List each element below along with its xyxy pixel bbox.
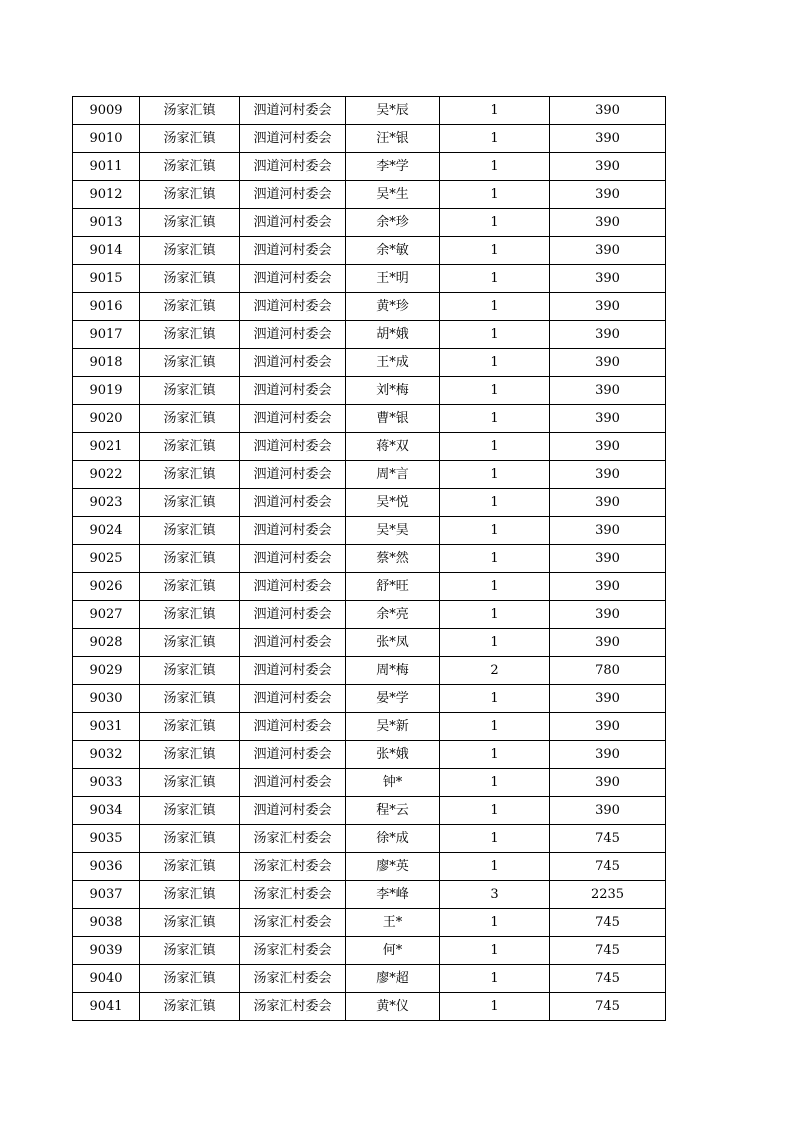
cell-amount: 390 <box>550 685 666 713</box>
cell-town: 汤家汇镇 <box>140 405 240 433</box>
cell-town: 汤家汇镇 <box>140 349 240 377</box>
cell-id: 9038 <box>73 909 140 937</box>
cell-amount: 390 <box>550 489 666 517</box>
cell-id: 9018 <box>73 349 140 377</box>
cell-count: 1 <box>440 545 550 573</box>
cell-name: 曹*银 <box>346 405 440 433</box>
cell-id: 9026 <box>73 573 140 601</box>
cell-amount: 390 <box>550 125 666 153</box>
cell-count: 1 <box>440 293 550 321</box>
cell-village: 泗道河村委会 <box>240 573 346 601</box>
table-row <box>73 461 666 489</box>
table-row <box>73 489 666 517</box>
cell-name: 周*梅 <box>346 657 440 685</box>
cell-id: 9032 <box>73 741 140 769</box>
cell-name: 张*娥 <box>346 741 440 769</box>
cell-amount: 390 <box>550 405 666 433</box>
cell-village: 泗道河村委会 <box>240 293 346 321</box>
cell-count: 1 <box>440 125 550 153</box>
cell-town: 汤家汇镇 <box>140 181 240 209</box>
cell-town: 汤家汇镇 <box>140 881 240 909</box>
table-row <box>73 349 666 377</box>
cell-town: 汤家汇镇 <box>140 489 240 517</box>
cell-id: 9041 <box>73 993 140 1021</box>
table-row <box>73 629 666 657</box>
cell-id: 9013 <box>73 209 140 237</box>
cell-count: 1 <box>440 797 550 825</box>
cell-amount: 390 <box>550 573 666 601</box>
cell-id: 9031 <box>73 713 140 741</box>
cell-name: 吴*悦 <box>346 489 440 517</box>
cell-name: 廖*超 <box>346 965 440 993</box>
table-row <box>73 125 666 153</box>
cell-count: 1 <box>440 937 550 965</box>
cell-amount: 390 <box>550 293 666 321</box>
cell-id: 9033 <box>73 769 140 797</box>
cell-id: 9027 <box>73 601 140 629</box>
cell-id: 9029 <box>73 657 140 685</box>
table-row <box>73 265 666 293</box>
cell-count: 1 <box>440 629 550 657</box>
table-row <box>73 993 666 1021</box>
cell-town: 汤家汇镇 <box>140 461 240 489</box>
cell-count: 1 <box>440 909 550 937</box>
cell-id: 9023 <box>73 489 140 517</box>
cell-name: 李*峰 <box>346 881 440 909</box>
cell-amount: 745 <box>550 993 666 1021</box>
table-row <box>73 209 666 237</box>
cell-name: 吴*辰 <box>346 97 440 125</box>
cell-count: 1 <box>440 769 550 797</box>
cell-village: 泗道河村委会 <box>240 181 346 209</box>
cell-village: 泗道河村委会 <box>240 209 346 237</box>
cell-id: 9030 <box>73 685 140 713</box>
table-row <box>73 769 666 797</box>
cell-town: 汤家汇镇 <box>140 545 240 573</box>
cell-village: 泗道河村委会 <box>240 349 346 377</box>
cell-village: 泗道河村委会 <box>240 97 346 125</box>
cell-town: 汤家汇镇 <box>140 97 240 125</box>
cell-id: 9020 <box>73 405 140 433</box>
cell-amount: 390 <box>550 237 666 265</box>
cell-id: 9014 <box>73 237 140 265</box>
cell-count: 1 <box>440 993 550 1021</box>
cell-village: 汤家汇村委会 <box>240 965 346 993</box>
cell-town: 汤家汇镇 <box>140 993 240 1021</box>
cell-name: 汪*银 <box>346 125 440 153</box>
table-row <box>73 517 666 545</box>
cell-town: 汤家汇镇 <box>140 797 240 825</box>
cell-id: 9021 <box>73 433 140 461</box>
cell-amount: 390 <box>550 601 666 629</box>
cell-town: 汤家汇镇 <box>140 209 240 237</box>
table-row <box>73 881 666 909</box>
cell-count: 1 <box>440 153 550 181</box>
cell-name: 何* <box>346 937 440 965</box>
cell-name: 徐*成 <box>346 825 440 853</box>
cell-village: 泗道河村委会 <box>240 237 346 265</box>
cell-town: 汤家汇镇 <box>140 517 240 545</box>
cell-name: 王* <box>346 909 440 937</box>
cell-amount: 390 <box>550 461 666 489</box>
cell-id: 9012 <box>73 181 140 209</box>
cell-town: 汤家汇镇 <box>140 741 240 769</box>
cell-id: 9025 <box>73 545 140 573</box>
cell-name: 张*凤 <box>346 629 440 657</box>
cell-village: 泗道河村委会 <box>240 797 346 825</box>
cell-name: 晏*学 <box>346 685 440 713</box>
cell-village: 汤家汇村委会 <box>240 993 346 1021</box>
cell-id: 9034 <box>73 797 140 825</box>
cell-name: 余*珍 <box>346 209 440 237</box>
cell-name: 吴*生 <box>346 181 440 209</box>
cell-town: 汤家汇镇 <box>140 321 240 349</box>
cell-id: 9024 <box>73 517 140 545</box>
cell-count: 1 <box>440 741 550 769</box>
cell-count: 1 <box>440 405 550 433</box>
cell-amount: 390 <box>550 209 666 237</box>
cell-amount: 390 <box>550 797 666 825</box>
cell-id: 9035 <box>73 825 140 853</box>
cell-town: 汤家汇镇 <box>140 573 240 601</box>
records-body <box>73 97 666 1021</box>
cell-count: 1 <box>440 181 550 209</box>
cell-village: 泗道河村委会 <box>240 601 346 629</box>
cell-amount: 780 <box>550 657 666 685</box>
cell-town: 汤家汇镇 <box>140 153 240 181</box>
cell-village: 泗道河村委会 <box>240 489 346 517</box>
cell-town: 汤家汇镇 <box>140 601 240 629</box>
cell-count: 2 <box>440 657 550 685</box>
cell-village: 泗道河村委会 <box>240 713 346 741</box>
cell-id: 9022 <box>73 461 140 489</box>
cell-name: 蔡*然 <box>346 545 440 573</box>
cell-amount: 390 <box>550 769 666 797</box>
cell-village: 泗道河村委会 <box>240 153 346 181</box>
cell-count: 1 <box>440 237 550 265</box>
cell-town: 汤家汇镇 <box>140 125 240 153</box>
cell-village: 汤家汇村委会 <box>240 825 346 853</box>
cell-id: 9017 <box>73 321 140 349</box>
cell-amount: 390 <box>550 433 666 461</box>
cell-count: 1 <box>440 517 550 545</box>
cell-count: 1 <box>440 601 550 629</box>
cell-town: 汤家汇镇 <box>140 853 240 881</box>
cell-name: 蒋*双 <box>346 433 440 461</box>
cell-amount: 390 <box>550 741 666 769</box>
cell-village: 汤家汇村委会 <box>240 909 346 937</box>
cell-name: 李*学 <box>346 153 440 181</box>
cell-amount: 745 <box>550 853 666 881</box>
cell-town: 汤家汇镇 <box>140 825 240 853</box>
table-row <box>73 97 666 125</box>
cell-count: 1 <box>440 685 550 713</box>
cell-amount: 390 <box>550 321 666 349</box>
cell-id: 9040 <box>73 965 140 993</box>
cell-name: 黄*珍 <box>346 293 440 321</box>
cell-count: 1 <box>440 965 550 993</box>
cell-town: 汤家汇镇 <box>140 433 240 461</box>
cell-id: 9009 <box>73 97 140 125</box>
cell-village: 泗道河村委会 <box>240 769 346 797</box>
table-row <box>73 965 666 993</box>
cell-amount: 390 <box>550 545 666 573</box>
cell-count: 1 <box>440 321 550 349</box>
cell-name: 刘*梅 <box>346 377 440 405</box>
table-row <box>73 825 666 853</box>
cell-town: 汤家汇镇 <box>140 909 240 937</box>
cell-id: 9019 <box>73 377 140 405</box>
cell-amount: 390 <box>550 97 666 125</box>
cell-name: 程*云 <box>346 797 440 825</box>
cell-name: 舒*旺 <box>346 573 440 601</box>
cell-amount: 745 <box>550 965 666 993</box>
cell-village: 泗道河村委会 <box>240 685 346 713</box>
cell-amount: 390 <box>550 517 666 545</box>
cell-count: 1 <box>440 825 550 853</box>
table-row <box>73 909 666 937</box>
cell-count: 1 <box>440 377 550 405</box>
cell-town: 汤家汇镇 <box>140 293 240 321</box>
cell-id: 9016 <box>73 293 140 321</box>
cell-name: 余*亮 <box>346 601 440 629</box>
table-row <box>73 293 666 321</box>
table-row <box>73 153 666 181</box>
cell-count: 1 <box>440 489 550 517</box>
cell-village: 泗道河村委会 <box>240 321 346 349</box>
cell-count: 1 <box>440 713 550 741</box>
cell-village: 泗道河村委会 <box>240 405 346 433</box>
cell-village: 泗道河村委会 <box>240 629 346 657</box>
cell-village: 泗道河村委会 <box>240 657 346 685</box>
cell-village: 泗道河村委会 <box>240 545 346 573</box>
table-row <box>73 237 666 265</box>
table-row <box>73 741 666 769</box>
cell-amount: 390 <box>550 629 666 657</box>
cell-town: 汤家汇镇 <box>140 657 240 685</box>
cell-town: 汤家汇镇 <box>140 769 240 797</box>
cell-amount: 390 <box>550 713 666 741</box>
cell-village: 汤家汇村委会 <box>240 853 346 881</box>
cell-amount: 745 <box>550 937 666 965</box>
table-row <box>73 181 666 209</box>
cell-amount: 390 <box>550 349 666 377</box>
cell-count: 1 <box>440 853 550 881</box>
cell-amount: 390 <box>550 181 666 209</box>
cell-count: 1 <box>440 461 550 489</box>
cell-count: 3 <box>440 881 550 909</box>
cell-village: 泗道河村委会 <box>240 433 346 461</box>
cell-count: 1 <box>440 209 550 237</box>
cell-village: 汤家汇村委会 <box>240 881 346 909</box>
cell-town: 汤家汇镇 <box>140 713 240 741</box>
cell-count: 1 <box>440 97 550 125</box>
table-row <box>73 433 666 461</box>
table-row <box>73 937 666 965</box>
cell-name: 廖*英 <box>346 853 440 881</box>
cell-amount: 390 <box>550 153 666 181</box>
cell-village: 泗道河村委会 <box>240 125 346 153</box>
cell-name: 余*敏 <box>346 237 440 265</box>
cell-name: 黄*仪 <box>346 993 440 1021</box>
cell-village: 泗道河村委会 <box>240 517 346 545</box>
cell-id: 9028 <box>73 629 140 657</box>
table-row <box>73 713 666 741</box>
cell-count: 1 <box>440 433 550 461</box>
cell-id: 9011 <box>73 153 140 181</box>
table-row <box>73 545 666 573</box>
cell-id: 9010 <box>73 125 140 153</box>
cell-name: 王*成 <box>346 349 440 377</box>
table-row <box>73 405 666 433</box>
cell-town: 汤家汇镇 <box>140 965 240 993</box>
cell-id: 9037 <box>73 881 140 909</box>
cell-village: 汤家汇村委会 <box>240 937 346 965</box>
cell-id: 9015 <box>73 265 140 293</box>
cell-amount: 2235 <box>550 881 666 909</box>
table-row <box>73 573 666 601</box>
cell-town: 汤家汇镇 <box>140 237 240 265</box>
cell-amount: 390 <box>550 377 666 405</box>
table-row <box>73 321 666 349</box>
cell-count: 1 <box>440 265 550 293</box>
cell-village: 泗道河村委会 <box>240 377 346 405</box>
cell-amount: 745 <box>550 825 666 853</box>
table-row <box>73 657 666 685</box>
table-row <box>73 853 666 881</box>
cell-count: 1 <box>440 349 550 377</box>
cell-village: 泗道河村委会 <box>240 741 346 769</box>
cell-town: 汤家汇镇 <box>140 937 240 965</box>
cell-village: 泗道河村委会 <box>240 265 346 293</box>
cell-name: 吴*昊 <box>346 517 440 545</box>
cell-name: 胡*娥 <box>346 321 440 349</box>
cell-name: 周*言 <box>346 461 440 489</box>
cell-amount: 390 <box>550 265 666 293</box>
table-row <box>73 377 666 405</box>
cell-town: 汤家汇镇 <box>140 377 240 405</box>
table-row <box>73 797 666 825</box>
cell-town: 汤家汇镇 <box>140 265 240 293</box>
cell-village: 泗道河村委会 <box>240 461 346 489</box>
cell-name: 吴*新 <box>346 713 440 741</box>
cell-count: 1 <box>440 573 550 601</box>
cell-name: 钟* <box>346 769 440 797</box>
cell-town: 汤家汇镇 <box>140 629 240 657</box>
cell-id: 9039 <box>73 937 140 965</box>
records-table <box>72 96 666 1021</box>
cell-town: 汤家汇镇 <box>140 685 240 713</box>
cell-id: 9036 <box>73 853 140 881</box>
table-row <box>73 601 666 629</box>
cell-name: 王*明 <box>346 265 440 293</box>
cell-amount: 745 <box>550 909 666 937</box>
table-row <box>73 685 666 713</box>
